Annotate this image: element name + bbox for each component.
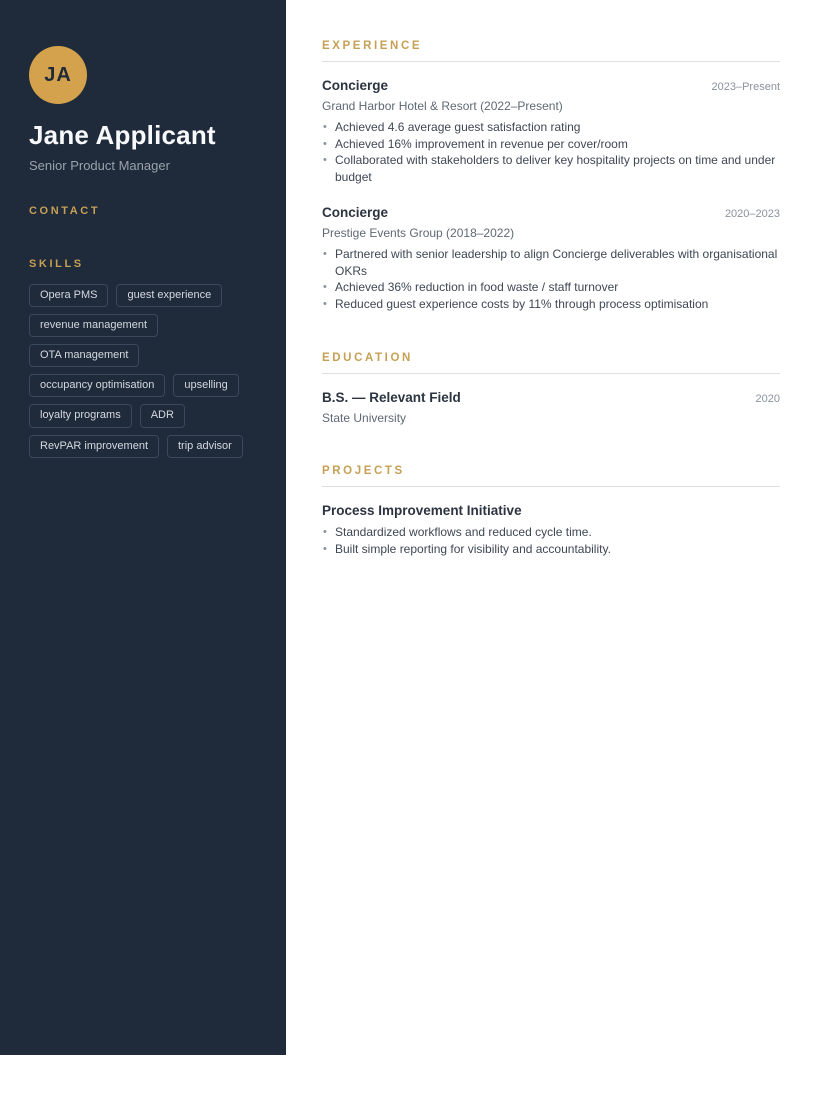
project-entry [322,503,780,557]
person-role: Senior Product Manager [29,157,170,173]
bullet-item: • Partnered with senior leadership to align Concierge deliverables with organisational OKRs [322,246,780,279]
entry-title: B.S. — Relevant Field [322,390,461,405]
entry-date: 2020 [755,393,780,405]
education-section [322,352,780,425]
experience-section [322,40,780,312]
bullet-list [322,246,780,312]
experience-entry [322,78,780,185]
entry-header [322,503,780,518]
education-entries [322,390,780,425]
projects-section [322,465,780,557]
entry-title: Process Improvement Initiative [322,503,522,518]
bullet-list [322,119,780,185]
entry-date: 2020–2023 [724,208,780,220]
entry-title: Concierge [322,78,389,93]
experience-entry [322,205,780,312]
entry-company: Prestige Events Group (2018–2022) [322,226,515,240]
bullet-item: • Achieved 36% reduction in food waste / staff turnover [322,279,780,296]
skill-tag: OTA management [29,344,139,367]
skill-tag: occupancy optimisation [29,374,165,397]
projects-section-heading: PROJECTS [322,465,780,487]
skill-tag: guest experience [116,284,222,307]
skill-tag: upselling [173,374,238,397]
bullet-item: • Collaborated with stakeholders to deliver key hospitality projects on time and under budget [322,152,780,185]
education-entry [322,390,780,425]
bullet-item: • Built simple reporting for visibility and accountability. [322,541,780,558]
project-entries [322,503,780,557]
skill-tag: revenue management [29,314,158,337]
skill-tag: RevPAR improvement [29,435,159,458]
skill-tag: ADR [140,404,185,427]
person-name: Jane Applicant [29,120,216,150]
avatar-initials: JA [44,63,72,86]
skills-tag-list [29,284,257,458]
entry-company: Grand Harbor Hotel & Resort (2022–Present) [322,99,563,113]
entry-header [322,78,780,93]
skill-tag: loyalty programs [29,404,132,427]
avatar [29,46,87,104]
entry-header [322,205,780,220]
bullet-list [322,524,780,557]
main-content [322,0,780,557]
bullet-item: • Achieved 4.6 average guest satisfaction rating [322,119,780,136]
bullet-item: • Achieved 16% improvement in revenue per cover/room [322,136,780,153]
contact-heading: CONTACT [29,204,101,217]
education-section-heading: EDUCATION [322,352,780,374]
bullet-item: • Reduced guest experience costs by 11% through process optimisation [322,296,780,313]
sidebar [0,0,286,1055]
skills-heading: SKILLS [29,257,84,270]
skill-tag: trip advisor [167,435,243,458]
experience-section-heading: EXPERIENCE [322,40,780,62]
entry-title: Concierge [322,205,389,220]
experience-entries [322,78,780,312]
entry-date: 2023–Present [711,81,780,93]
bullet-item: • Standardized workflows and reduced cycle time. [322,524,780,541]
entry-company: State University [322,411,407,425]
skill-tag: Opera PMS [29,284,108,307]
entry-header [322,390,780,405]
